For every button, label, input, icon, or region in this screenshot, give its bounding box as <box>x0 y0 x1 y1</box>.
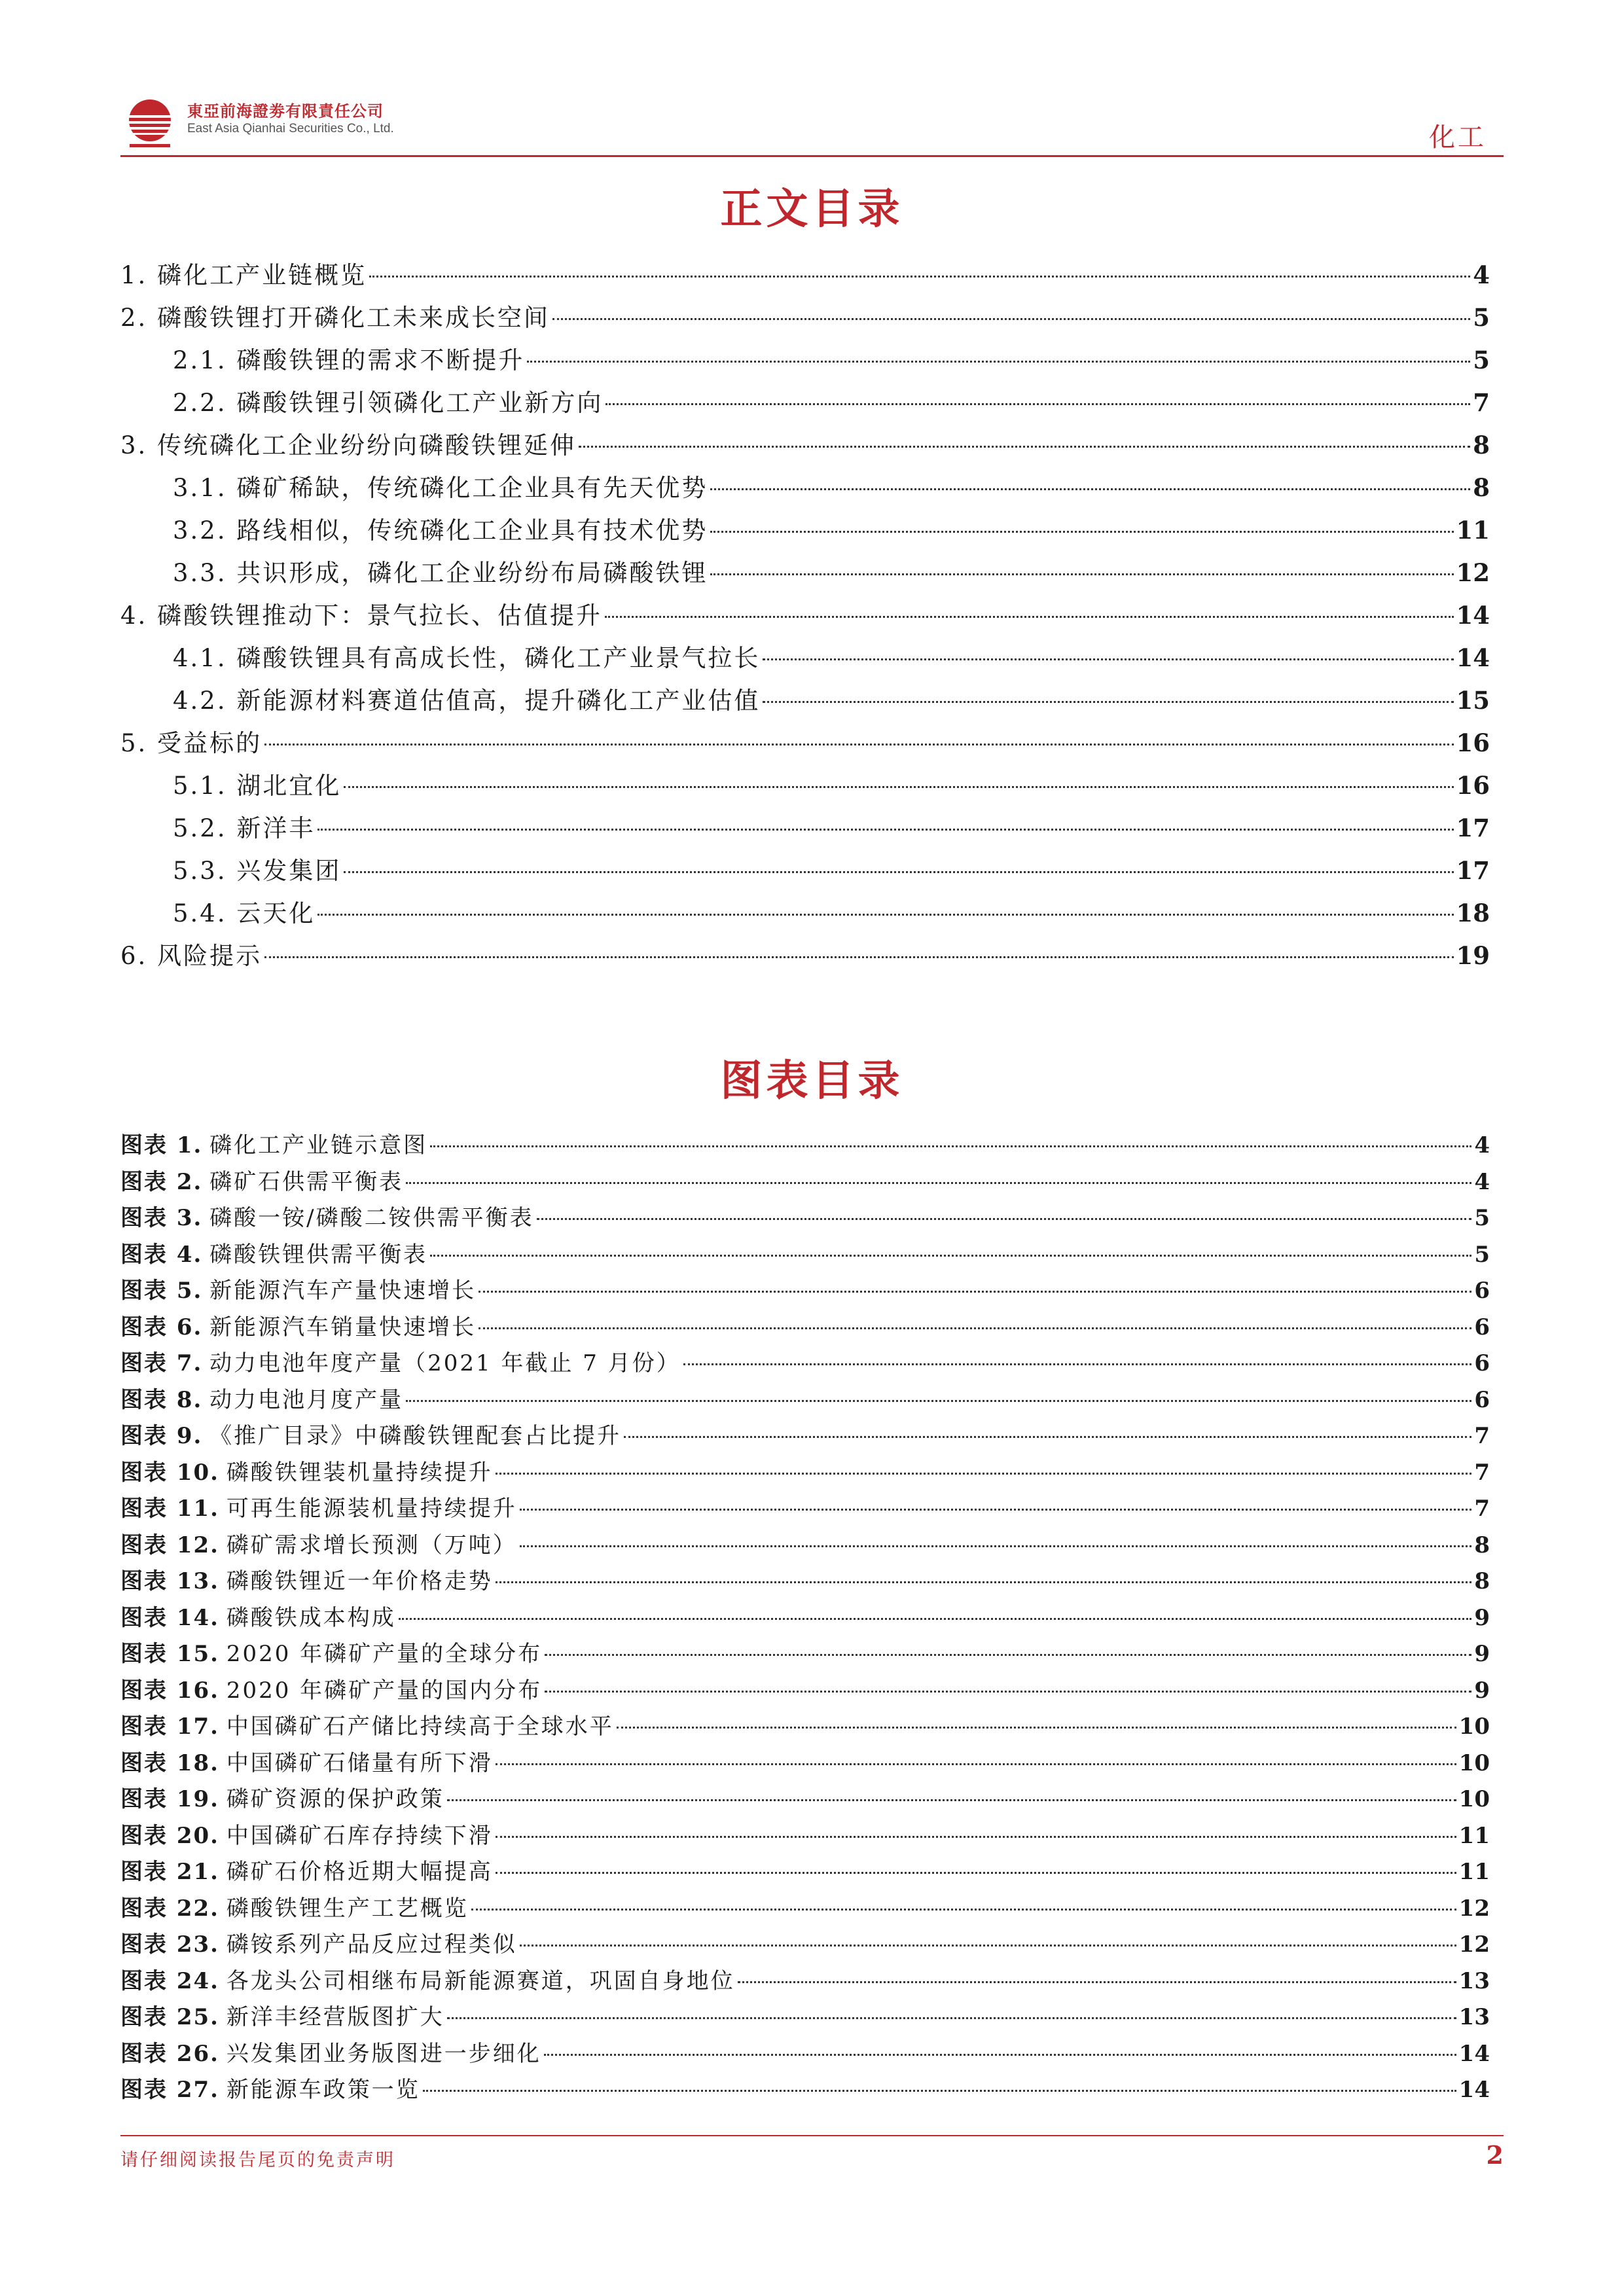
figure-entry-label <box>120 1455 493 1492</box>
industry-label: 化工 <box>1429 122 1487 152</box>
figure-entry[interactable] <box>120 1709 1490 1746</box>
figure-entry-number: 图表 26. <box>120 2040 219 2067</box>
figure-entry[interactable] <box>120 1564 1490 1600</box>
dot-leader <box>710 488 1470 490</box>
figure-entry-number: 图表 24. <box>120 1967 219 1994</box>
figure-entry[interactable] <box>120 2072 1490 2109</box>
figure-entry-label <box>120 1528 517 1564</box>
toc-entry[interactable] <box>120 594 1490 637</box>
figure-entry[interactable] <box>120 1636 1490 1673</box>
dot-leader <box>447 2017 1456 2019</box>
dot-leader <box>527 361 1470 363</box>
toc-entry-page: 8 <box>1473 431 1490 459</box>
toc-entry-label: 5.4. 云天化 <box>173 899 316 927</box>
figure-entry-number: 图表 4. <box>120 1241 203 1268</box>
figure-entry-page: 12 <box>1458 1931 1490 1958</box>
figure-entry-label <box>120 1564 493 1600</box>
figure-entry-label <box>120 1782 444 1818</box>
dot-leader <box>447 1799 1456 1801</box>
dot-leader <box>537 1218 1472 1220</box>
figure-entry[interactable] <box>120 1673 1490 1710</box>
figure-entry[interactable] <box>120 2036 1490 2073</box>
toc-entry[interactable] <box>120 552 1490 594</box>
figure-entry-label <box>120 1673 542 1710</box>
toc-entry-label: 3.3. 共识形成，磷化工企业纷纷布局磷酸铁锂 <box>173 559 708 587</box>
toc-entry-label: 2. 磷酸铁锂打开磷化工未来成长空间 <box>120 304 550 332</box>
figure-entry-number: 图表 10. <box>120 1459 219 1486</box>
figure-entry-page: 5 <box>1474 1205 1490 1231</box>
figure-entry-title: 《推广目录》中磷酸铁锂配套占比提升 <box>209 1423 622 1449</box>
dot-leader <box>617 1727 1456 1729</box>
dot-leader <box>520 1509 1472 1511</box>
figure-entry-label <box>120 1164 403 1201</box>
figure-entry-label <box>120 1418 621 1455</box>
figure-entry-page: 7 <box>1474 1423 1490 1449</box>
figure-entry-title: 磷矿石价格近期大幅提高 <box>226 1859 493 1885</box>
toc-entry-label: 3. 传统磷化工企业纷纷向磷酸铁锂延伸 <box>120 431 577 459</box>
toc-entry-page: 12 <box>1456 558 1490 587</box>
dot-leader <box>344 786 1453 788</box>
toc-entry[interactable] <box>120 892 1490 935</box>
figure-entry-page: 7 <box>1474 1496 1490 1522</box>
figure-entry-page: 8 <box>1474 1568 1490 1594</box>
figure-entry-page: 5 <box>1474 1241 1490 1268</box>
dot-leader <box>683 1363 1472 1365</box>
figure-entry-number: 图表 11. <box>120 1496 219 1522</box>
figure-entry-number: 图表 14. <box>120 1604 219 1631</box>
figure-entry[interactable] <box>120 1818 1490 1855</box>
figure-entry-label <box>120 1891 469 1928</box>
disclaimer: 请仔细阅读报告尾页的免责声明 <box>120 2150 395 2170</box>
figure-entry[interactable] <box>120 1964 1490 2000</box>
dot-leader <box>710 531 1453 533</box>
figure-entry-number: 图表 21. <box>120 1859 219 1885</box>
figure-entry-page: 11 <box>1458 1859 1490 1885</box>
figure-entry-title: 中国磷矿石库存持续下滑 <box>226 1822 493 1849</box>
dot-leader <box>317 829 1453 831</box>
toc-entry-label: 4. 磷酸铁锂推动下：景气拉长、估值提升 <box>120 601 603 630</box>
figure-entry[interactable] <box>120 1164 1490 1201</box>
toc-entry-page: 15 <box>1456 686 1490 715</box>
figure-entry-title: 新能源汽车产量快速增长 <box>209 1278 477 1304</box>
dot-leader <box>430 1145 1471 1147</box>
dot-leader <box>478 1327 1471 1329</box>
toc-entry-page: 17 <box>1456 856 1490 885</box>
figure-entry-label <box>120 1346 681 1382</box>
toc-entry[interactable] <box>120 296 1490 339</box>
dot-leader <box>605 616 1453 618</box>
toc-entry-label: 2.1. 磷酸铁锂的需求不断提升 <box>173 346 525 374</box>
figure-entry-number: 图表 19. <box>120 1786 219 1812</box>
figure-entry-label <box>120 1600 396 1637</box>
dot-leader <box>369 276 1470 278</box>
figure-entry-title: 磷铵系列产品反应过程类似 <box>226 1931 517 1958</box>
figure-entry[interactable] <box>120 1746 1490 1782</box>
figure-entry-number: 图表 15. <box>120 1641 219 1667</box>
lof-title: 图表目录 <box>720 1056 904 1105</box>
toc-entry-page: 16 <box>1456 728 1490 757</box>
figure-entry-page: 6 <box>1474 1350 1490 1376</box>
figure-entry-title: 中国磷矿石储量有所下滑 <box>226 1749 493 1776</box>
figure-entry[interactable] <box>120 1891 1490 1928</box>
dot-leader <box>710 573 1453 575</box>
figure-entry-number: 图表 3. <box>120 1205 203 1231</box>
toc-entry[interactable] <box>120 850 1490 892</box>
figure-entry[interactable] <box>120 2000 1490 2036</box>
figure-entry-page: 12 <box>1458 1895 1490 1922</box>
page-header <box>0 0 1624 160</box>
figure-entry-label <box>120 1491 517 1528</box>
dot-leader <box>496 1581 1472 1583</box>
figure-entry-page: 8 <box>1474 1532 1490 1558</box>
figure-entry-title: 磷酸一铵/磷酸二铵供需平衡表 <box>209 1205 534 1231</box>
dot-leader <box>738 1981 1456 1983</box>
company-name-en: East Asia Qianhai Securities Co., Ltd. <box>187 122 394 135</box>
figure-entry-page: 6 <box>1474 1314 1490 1340</box>
dot-leader <box>406 1400 1471 1402</box>
figure-entry-page: 6 <box>1474 1278 1490 1304</box>
figure-entry-page: 13 <box>1458 2004 1490 2030</box>
dot-leader <box>478 1291 1471 1293</box>
figure-entry-title: 磷酸铁锂近一年价格走势 <box>226 1568 493 1594</box>
dot-leader <box>552 318 1470 320</box>
toc-entry-page: 17 <box>1456 814 1490 842</box>
figure-entry-number: 图表 16. <box>120 1677 219 1704</box>
toc-entry-label: 5. 受益标的 <box>120 729 262 757</box>
figure-entry-title: 动力电池月度产量 <box>209 1386 404 1413</box>
figure-entry-page: 14 <box>1458 2077 1490 2103</box>
toc-entry-page: 18 <box>1456 899 1490 927</box>
dot-leader <box>763 658 1453 660</box>
company-logo-icon <box>120 93 179 152</box>
figure-entry-title: 中国磷矿石产储比持续高于全球水平 <box>226 1713 614 1740</box>
figure-entry-title: 动力电池年度产量（2021 年截止 7 月份） <box>209 1350 681 1376</box>
dot-leader <box>496 1473 1472 1475</box>
footer-divider <box>120 2135 1504 2136</box>
dot-leader <box>579 446 1470 448</box>
dot-leader <box>496 1872 1456 1874</box>
figure-entry-page: 4 <box>1474 1132 1490 1158</box>
figure-entry-number: 图表 1. <box>120 1132 203 1158</box>
figure-entry-label <box>120 1854 493 1891</box>
figure-entry-label <box>120 1636 542 1673</box>
figure-entry-page: 6 <box>1474 1386 1490 1413</box>
figure-entry[interactable] <box>120 1927 1490 1964</box>
figure-entry[interactable] <box>120 1528 1490 1564</box>
figure-entry-title: 磷矿石供需平衡表 <box>209 1168 404 1195</box>
dot-leader <box>423 2090 1456 2092</box>
dot-leader <box>344 871 1453 873</box>
toc-entry-label: 4.2. 新能源材料赛道估值高，提升磷化工产业估值 <box>173 687 761 715</box>
toc-entry-label: 2.2. 磷酸铁锂引领磷化工产业新方向 <box>173 389 604 417</box>
figure-entry-number: 图表 5. <box>120 1278 203 1304</box>
toc-entry-page: 5 <box>1473 303 1490 332</box>
toc-entry[interactable] <box>120 339 1490 382</box>
figure-entry[interactable] <box>120 1854 1490 1891</box>
toc-entry-label: 3.1. 磷矿稀缺，传统磷化工企业具有先天优势 <box>173 474 708 502</box>
toc-entry-label: 5.2. 新洋丰 <box>173 814 316 842</box>
figure-entry[interactable] <box>120 1200 1490 1237</box>
figure-entry-number: 图表 25. <box>120 2004 219 2030</box>
header-divider <box>120 155 1504 157</box>
toc-entry-label: 5.1. 湖北宜化 <box>173 772 342 800</box>
figure-entry-page: 10 <box>1458 1786 1490 1812</box>
figure-entry-page: 7 <box>1474 1459 1490 1486</box>
toc-entry-page: 19 <box>1456 941 1490 970</box>
dot-leader <box>605 403 1470 405</box>
dot-leader <box>520 1545 1472 1547</box>
figure-entry-page: 4 <box>1474 1168 1490 1195</box>
toc-entry-label: 1. 磷化工产业链概览 <box>120 261 367 289</box>
figure-entry-label <box>120 1382 403 1419</box>
toc-entry-page: 14 <box>1456 601 1490 630</box>
dot-leader <box>399 1618 1472 1620</box>
dot-leader <box>471 1909 1456 1910</box>
figure-entry-page: 9 <box>1474 1604 1490 1631</box>
figure-entry-title: 磷矿资源的保护政策 <box>226 1786 444 1812</box>
figure-entry-page: 14 <box>1458 2040 1490 2067</box>
figure-entry-title: 新洋丰经营版图扩大 <box>226 2004 444 2030</box>
figure-entry-label <box>120 2036 541 2073</box>
list-of-figures <box>120 1128 1490 2109</box>
figure-entry[interactable] <box>120 1600 1490 1637</box>
figure-entry-label <box>120 1237 427 1274</box>
toc-entry[interactable] <box>120 807 1490 850</box>
figure-entry-number: 图表 13. <box>120 1568 219 1594</box>
toc-entry-page: 7 <box>1473 388 1490 417</box>
dot-leader <box>317 914 1453 916</box>
figure-entry-title: 新能源车政策一览 <box>226 2077 420 2103</box>
figure-entry-title: 磷酸铁成本构成 <box>226 1604 396 1631</box>
figure-entry-label <box>120 1964 735 2000</box>
dot-leader <box>520 1945 1456 1946</box>
figure-entry-number: 图表 12. <box>120 1532 219 1558</box>
figure-entry-title: 2020 年磷矿产量的全球分布 <box>226 1641 543 1667</box>
toc-entry[interactable] <box>120 764 1490 807</box>
figure-entry-number: 图表 2. <box>120 1168 203 1195</box>
toc-entry-page: 8 <box>1473 473 1490 502</box>
dot-leader <box>763 701 1453 703</box>
toc-entry-label: 3.2. 路线相似，传统磷化工企业具有技术优势 <box>173 516 708 545</box>
toc-entry[interactable] <box>120 424 1490 467</box>
figure-entry-label <box>120 1927 517 1964</box>
figure-entry-title: 2020 年磷矿产量的国内分布 <box>226 1677 543 1704</box>
figure-entry-number: 图表 17. <box>120 1713 219 1740</box>
figure-entry[interactable] <box>120 1455 1490 1492</box>
figure-entry-number: 图表 8. <box>120 1386 203 1413</box>
figure-entry-label <box>120 1273 476 1310</box>
figure-entry-label <box>120 1818 493 1855</box>
company-name-cn: 東亞前海證劵有限責任公司 <box>187 102 384 120</box>
figure-entry-label <box>120 1128 427 1164</box>
toc-entry[interactable] <box>120 722 1490 764</box>
toc-entry-page: 16 <box>1456 771 1490 800</box>
dot-leader <box>624 1436 1471 1438</box>
dot-leader <box>496 1763 1456 1765</box>
figure-entry[interactable] <box>120 1237 1490 1274</box>
dot-leader <box>496 1836 1456 1838</box>
toc-entry[interactable] <box>120 467 1490 509</box>
toc-entry-page: 14 <box>1456 643 1490 672</box>
figure-entry[interactable] <box>120 1418 1490 1455</box>
toc-title: 正文目录 <box>720 185 904 234</box>
page-number: 2 <box>1486 2140 1504 2170</box>
figure-entry-label <box>120 1709 614 1746</box>
figure-entry[interactable] <box>120 1382 1490 1419</box>
dot-leader <box>406 1182 1471 1184</box>
toc-entry[interactable] <box>120 637 1490 679</box>
toc-entry-page: 11 <box>1456 516 1490 545</box>
figure-entry-number: 图表 22. <box>120 1895 219 1922</box>
figure-entry[interactable] <box>120 1782 1490 1818</box>
figure-entry-page: 10 <box>1458 1749 1490 1776</box>
dot-leader <box>430 1255 1471 1257</box>
figure-entry-page: 9 <box>1474 1641 1490 1667</box>
toc-entry-label: 6. 风险提示 <box>120 942 262 970</box>
toc-entry[interactable] <box>120 382 1490 424</box>
figure-entry-title: 兴发集团业务版图进一步细化 <box>226 2040 541 2067</box>
figure-entry-label <box>120 1200 534 1237</box>
toc-entry-label: 5.3. 兴发集团 <box>173 857 342 885</box>
figure-entry-number: 图表 27. <box>120 2077 219 2103</box>
figure-entry-label <box>120 2000 444 2036</box>
dot-leader <box>545 1654 1471 1656</box>
figure-entry[interactable] <box>120 1310 1490 1346</box>
figure-entry[interactable] <box>120 1491 1490 1528</box>
figure-entry-number: 图表 9. <box>120 1423 203 1449</box>
figure-entry-number: 图表 6. <box>120 1314 203 1340</box>
figure-entry-title: 磷酸铁锂装机量持续提升 <box>226 1459 493 1486</box>
figure-entry-label <box>120 1746 493 1782</box>
figure-entry-title: 磷矿需求增长预测（万吨） <box>226 1532 517 1558</box>
toc-entry[interactable] <box>120 679 1490 722</box>
table-of-contents <box>120 254 1490 977</box>
figure-entry-label <box>120 1310 476 1346</box>
figure-entry-title: 磷酸铁锂供需平衡表 <box>209 1241 428 1268</box>
toc-entry-page: 4 <box>1473 260 1490 289</box>
toc-entry[interactable] <box>120 254 1490 296</box>
figure-entry-page: 13 <box>1458 1967 1490 1994</box>
figure-entry-page: 10 <box>1458 1713 1490 1740</box>
figure-entry[interactable] <box>120 1273 1490 1310</box>
toc-entry-label: 4.1. 磷酸铁锂具有高成长性，磷化工产业景气拉长 <box>173 644 761 672</box>
toc-entry[interactable] <box>120 509 1490 552</box>
figure-entry-title: 各龙头公司相继布局新能源赛道，巩固自身地位 <box>226 1967 735 1994</box>
figure-entry-page: 9 <box>1474 1677 1490 1704</box>
figure-entry-title: 磷化工产业链示意图 <box>209 1132 428 1158</box>
figure-entry-title: 新能源汽车销量快速增长 <box>209 1314 477 1340</box>
figure-entry-title: 磷酸铁锂生产工艺概览 <box>226 1895 469 1922</box>
figure-entry-number: 图表 18. <box>120 1749 219 1776</box>
dot-leader <box>544 2054 1456 2056</box>
dot-leader <box>545 1691 1471 1693</box>
figure-entry-number: 图表 20. <box>120 1822 219 1849</box>
figure-entry-number: 图表 7. <box>120 1350 203 1376</box>
figure-entry-title: 可再生能源装机量持续提升 <box>226 1496 517 1522</box>
figure-entry[interactable] <box>120 1346 1490 1382</box>
figure-entry-number: 图表 23. <box>120 1931 219 1958</box>
dot-leader <box>264 956 1453 958</box>
figure-entry[interactable] <box>120 1128 1490 1164</box>
figure-entry-label <box>120 2072 420 2109</box>
toc-entry-page: 5 <box>1473 346 1490 374</box>
dot-leader <box>264 744 1453 745</box>
figure-entry-page: 11 <box>1458 1822 1490 1849</box>
toc-entry[interactable] <box>120 935 1490 977</box>
